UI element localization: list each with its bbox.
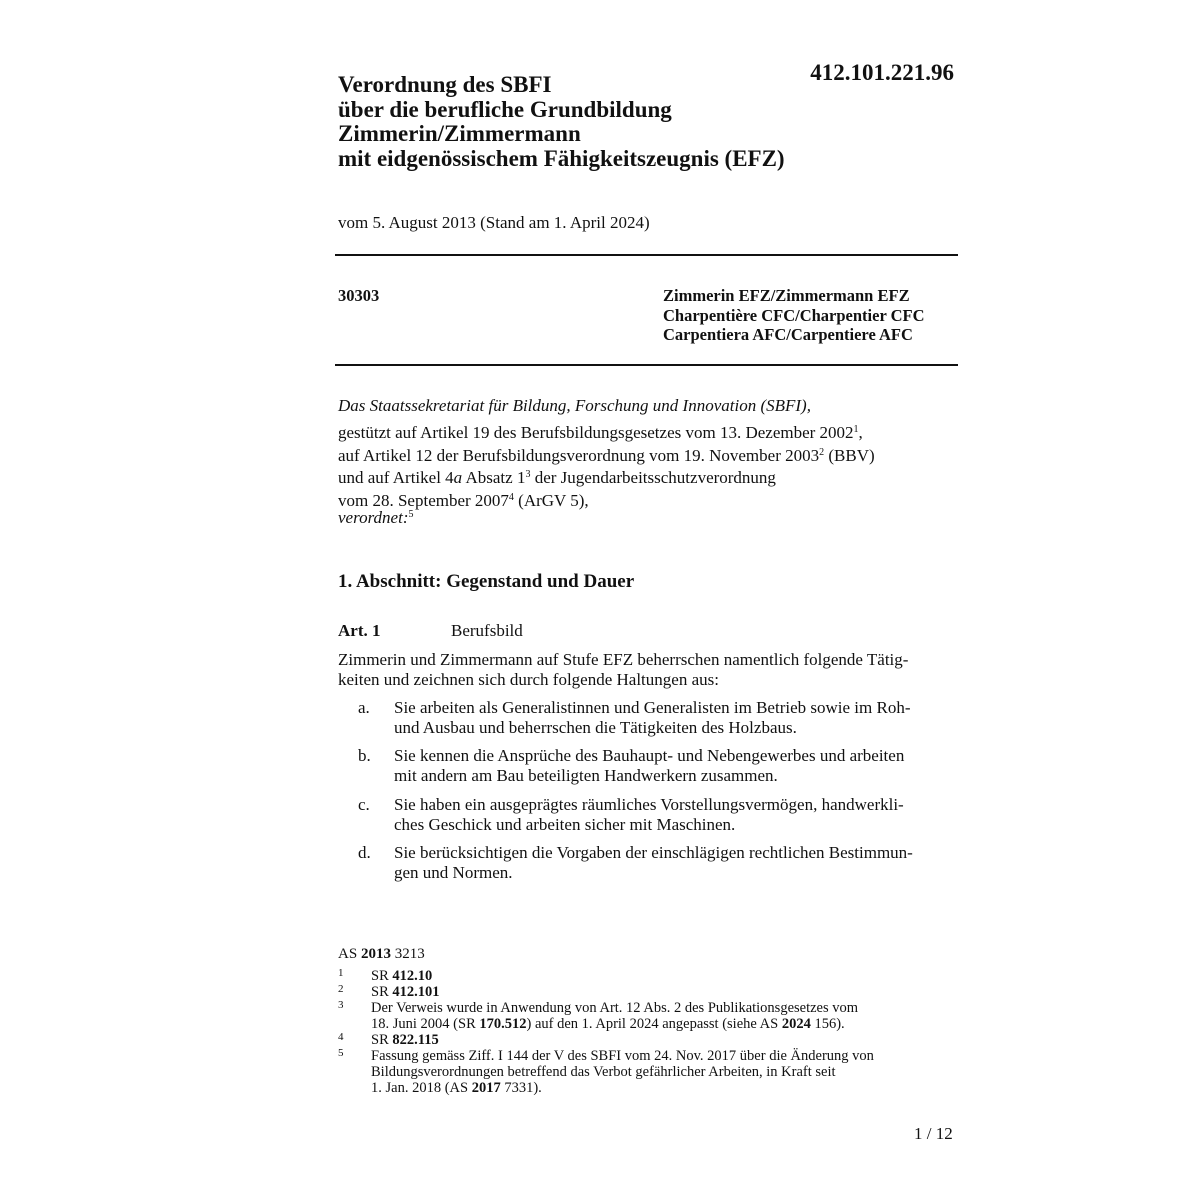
basis-line-3: und auf Artikel 4a Absatz $1^3$ der Jugendarbeitsschutzverordnung	[338, 468, 776, 487]
title-line: über die berufliche Grundbildung	[338, 96, 672, 122]
occupation-name-fr: Charpentière CFC/Charpentier CFC	[663, 305, 925, 325]
top-divider	[335, 254, 958, 256]
page-number: 1 / 12	[914, 1124, 953, 1143]
article-heading	[338, 621, 523, 641]
occupation-name-de: Zimmerin EFZ/Zimmermann EFZ	[663, 286, 910, 305]
document-page: 412.101.221.96 Verordnung des SBFI über die berufliche Grundbildung Zimmerin/Zimmermann mit eidgenössischem Fähigkeitszeugnis (EFZ) vom 5. August 2013 (Stand am 1. April 2024) 30303 Zimmerin EFZ/Zimmermann EFZ Charpentière CFC/Charpentier CFC Carpentiera AFC/Carpentiere AFC Das Staatssekretariat für Bildung, Forschung und Innovation (SBFI), gestützt auf Artikel 19 des Berufsbildungsgesetzes vom 13. Dezember 2002$^1$, auf Artikel 12 der Berufsbildungsverordnung vom 19. November 2003$^2$ (BBV) und auf Artikel 4a Absatz $1^3$ der Jugendarbeitsschutzverordnung vom 28. September 2007$^4$ (ArGV 5), verordnet:$^5$ 1. Abschnitt: Gegenstand und Dauer Art. 1 Berufsbild Zimmerin und Zimmermann auf Stufe EFZ beherrschen namentlich folgende Tätig- keiten und zeichnen sich durch folgende Haltungen aus: a. Sie arbeiten als Generalistinnen und Generalisten im Betrieb sowie im Roh- und Ausbau und beherrschen die Tätigkeiten des Holzbaus. b. Sie kennen die Ansprüche des Bauhaupt- und Nebengewerbes und arbeiten mit andern am Bau beteiligten Handwerkern zusammen. c. Sie haben ein ausgeprägtes räumliches Vorstellungsvermögen, handwerkli- ches Geschick und arbeiten sicher mit Maschinen. d. Sie berücksichtigen die Vorgaben der einschlägigen rechtlichen Bestimmun- gen und Normen. AS 2013 3213 1 SR 412.10 2 SR 412.101 3 Der Verweis wurde in Anwendung von Art. 12 Abs. 2 des Publikationsgesetzes vom 18. Juni 2004 (SR 170.512) auf den 1. April 2024 angepasst (siehe AS 2024 156). 4 SR 822.115 5 Fassung gemäss Ziff. I 144 der V des SBFI vom 24. Nov. 2017 über die Änderung von Bildungsverordnungen betreffend das Verbot gefährlicher Arbeiten, in Kraft seit 1. Jan. 2018 (AS 2017 7331). 1 / 12	[0, 0, 1200, 1200]
sr-number: 412.101.221.96	[810, 60, 954, 85]
title-line: mit eidgenössischem Fähigkeitszeugnis (EFZ)	[338, 145, 785, 171]
footnote-ref[interactable]: 4	[508, 491, 514, 503]
footnote-ref[interactable]: 3	[525, 469, 531, 480]
article-number: Art. 1	[338, 621, 381, 640]
bottom-divider	[335, 364, 958, 366]
document-title	[338, 73, 785, 171]
occupation-name-it: Carpentiera AFC/Carpentiere AFC	[663, 325, 913, 344]
as-reference: AS 2013 3213	[338, 946, 425, 962]
section-heading: 1. Abschnitt: Gegenstand und Dauer	[338, 571, 635, 592]
article-intro: Zimmerin und Zimmermann auf Stufe EFZ beherrschen namentlich folgende Tätig- keiten und zeichnen sich durch folgende Haltungen aus:	[338, 650, 909, 689]
footnote-ref[interactable]: 5	[408, 509, 414, 520]
article-title: Berufsbild	[451, 621, 523, 640]
basis-line-2: auf Artikel 12 der Berufsbildungsverordnung vom 19. November 2003$^2$ (BBV)	[338, 445, 875, 465]
footnote-ref[interactable]: 1	[853, 424, 859, 435]
title-line: Verordnung des SBFI	[338, 72, 552, 97]
footnote-ref[interactable]: 2	[819, 446, 825, 458]
basis-line-4: vom 28. September 2007$^4$ (ArGV 5),	[338, 490, 589, 510]
title-line: Zimmerin/Zimmermann	[338, 121, 581, 146]
verordnet: verordnet:$^5$	[338, 508, 414, 527]
preamble-issuer: Das Staatssekretariat für Bildung, Forschung und Innovation (SBFI),	[338, 396, 811, 415]
preamble-basis	[338, 420, 875, 510]
basis-line-1: gestützt auf Artikel 19 des Berufsbildungsgesetzes vom 13. Dezember 2002$^1$,	[338, 423, 863, 442]
occupation-names	[663, 286, 925, 345]
date-line: vom 5. August 2013 (Stand am 1. April 2024)	[338, 213, 650, 232]
occupation-code: 30303	[338, 286, 380, 305]
